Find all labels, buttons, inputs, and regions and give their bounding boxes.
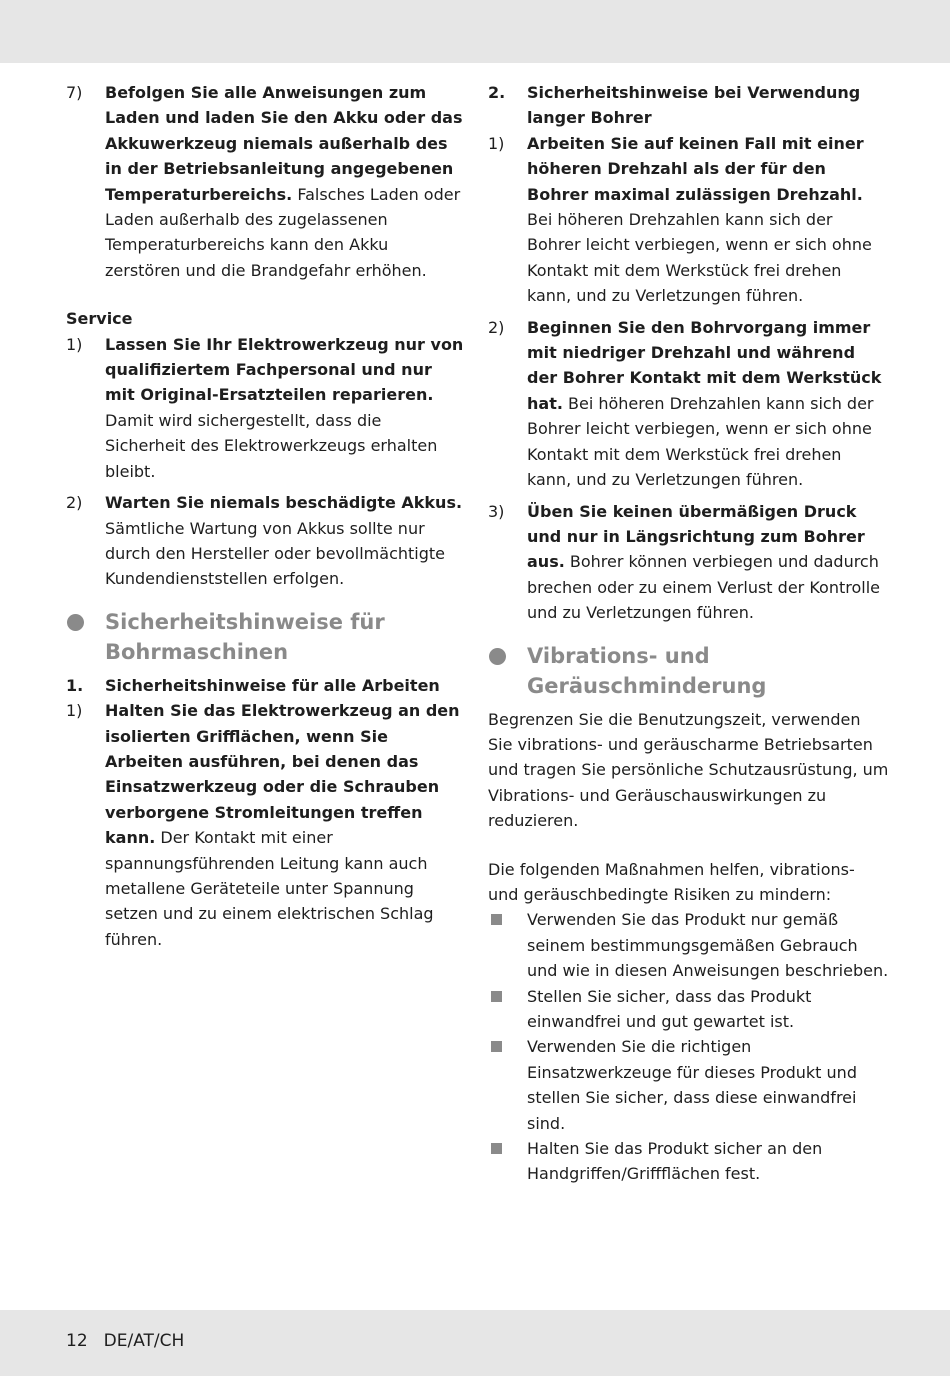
item-bold-text: Üben Sie keinen übermäßigen Druck und nur in Längsrichtung zum Bohrer aus. <box>527 501 865 572</box>
item-bold-text: Beginnen Sie den Bohrvorgang immer mit niedriger Drehzahl und während der Bohrer Kontakt mit dem Werkstück hat. <box>527 317 882 413</box>
bullet-dot-icon <box>67 614 84 631</box>
item-bold-text: Warten Sie niemals beschädigte Akkus. <box>105 493 463 513</box>
bullet-item <box>488 1034 890 1136</box>
item-text: Falsches Laden oder Laden außerhalb des zugelassenen Temperaturbereichs kann den Akku zerstören und die Brandgefahr erhöhen. <box>105 184 461 280</box>
bullet-text: Verwenden Sie das Produkt nur gemäß seinem bestimmungsgemäßen Gebrauch und wie in diesen Anweisungen beschrieben. <box>527 910 889 981</box>
bullet-text: Verwenden Sie die richtigen Einsatzwerkzeuge für dieses Produkt und stellen Sie sicher, dass diese einwandfrei sind. <box>527 1037 857 1133</box>
bullet-text: Stellen Sie sicher, dass das Produkt einwandfrei und gut gewartet ist. <box>527 986 812 1031</box>
region-label: DE/AT/CH <box>103 1331 185 1351</box>
subsection-heading <box>66 673 466 698</box>
square-bullet-icon <box>491 1041 502 1052</box>
item-text: Bei höheren Drehzahlen kann sich der Bohrer leicht verbiegen, wenn er sich ohne Kontakt mit dem Werkstück frei drehen kann, und zu Verletzungen führen. <box>527 393 874 490</box>
page-footer <box>66 1331 184 1351</box>
section-title: Vibrations- und Geräuschminderung <box>527 643 767 698</box>
item-text: Bei höheren Drehzahlen kann sich der Bohrer leicht verbiegen, wenn er sich ohne Kontakt mit dem Werkstück frei drehen kann, und zu Verletzungen führen. <box>527 210 872 306</box>
page-number: 12 <box>66 1331 88 1351</box>
item-bold-text: Arbeiten Sie auf keinen Fall mit einer höheren Drehzahl als der für den Bohrer maximal zulässigen Drehzahl. <box>527 133 864 204</box>
item-number: 7) <box>66 83 83 102</box>
service-item-2 <box>66 490 466 592</box>
item-number: 2) <box>66 493 83 513</box>
item-bold-text: Befolgen Sie alle Anweisungen zum Laden und laden Sie den Akku oder das Akkuwerkzeug niemals außerhalb des in der Betriebsanleitung angegebenen Temperaturbereichs. <box>105 83 463 204</box>
square-bullet-icon <box>491 914 502 925</box>
section-heading-vibration <box>488 641 890 701</box>
item-number: 1) <box>66 334 83 354</box>
vibration-paragraph-1: Begrenzen Sie die Benutzungszeit, verwenden Sie vibrations- und geräuscharme Betriebsarten und tragen Sie persönliche Schutzausrüstung, um Vibrations- und Geräuschauswirkungen zu reduzieren. <box>488 709 889 831</box>
item-bold-text: Halten Sie das Elektrowerkzeug an den isolierten Grifflächen, wenn Sie Arbeiten ausführen, bei denen das Einsatzwerkzeug oder die Schrauben verborgene Stromleitungen treffen kann. <box>105 701 460 848</box>
subsection-heading <box>488 80 890 131</box>
instruction-item-7 <box>66 80 466 283</box>
item-number: 1) <box>66 701 83 721</box>
subsection-title: Sicherheitshinweise bei Verwendung langer Bohrer <box>527 83 861 128</box>
vibration-paragraph-2: Die folgenden Maßnahmen helfen, vibrations- und geräuschbedingte Risiken zu mindern: <box>488 859 855 904</box>
bullet-item <box>488 1136 890 1187</box>
item-number: 3) <box>488 501 505 521</box>
square-bullet-icon <box>491 1143 502 1154</box>
item-bold-text: Lassen Sie Ihr Elektrowerkzeug nur von qualifiziertem Fachpersonal und nur mit Original-Ersatzteilen reparieren. <box>105 334 464 405</box>
bullet-item <box>488 984 890 1035</box>
item-text: Sämtliche Wartung von Akkus sollte nur durch den Hersteller oder bevollmächtigte Kundendienststellen erfolgen. <box>105 518 445 589</box>
item-text: Bohrer können verbiegen und dadurch brechen oder zu einem Verlust der Kontrolle und zu Verletzungen führen. <box>527 552 880 623</box>
item-number: 1) <box>488 133 505 153</box>
long-bit-item-3 <box>488 499 890 626</box>
subsection-number: 2. <box>488 83 506 102</box>
item-text: Der Kontakt mit einer spannungsführenden Leitung kann auch metallene Geräteteile unter Spannung setzen und zu einem elektrischen Schlag führen. <box>105 828 434 949</box>
right-column <box>488 80 890 1187</box>
drill-item-1 <box>66 698 466 952</box>
section-heading-drills <box>66 607 466 667</box>
section-title: Sicherheitshinweise für Bohrmaschinen <box>105 609 385 664</box>
subsection-number: 1. <box>66 675 84 695</box>
item-number: 2) <box>488 317 505 337</box>
long-bit-item-2 <box>488 315 890 493</box>
bullet-text: Halten Sie das Produkt sicher an den Handgriffen/Griffflächen fest. <box>527 1139 823 1184</box>
bullet-dot-icon <box>489 648 506 665</box>
subsection-title: Sicherheitshinweise für alle Arbeiten <box>105 675 440 695</box>
long-bit-item-1 <box>488 131 890 309</box>
service-heading: Service <box>66 309 133 329</box>
square-bullet-icon <box>491 991 502 1002</box>
item-text: Damit wird sichergestellt, dass die Sicherheit des Elektrowerkzeugs erhalten bleibt. <box>105 410 438 481</box>
service-item-1 <box>66 332 466 484</box>
bullet-item <box>488 907 890 983</box>
left-column <box>66 80 466 952</box>
header-band <box>0 0 950 63</box>
